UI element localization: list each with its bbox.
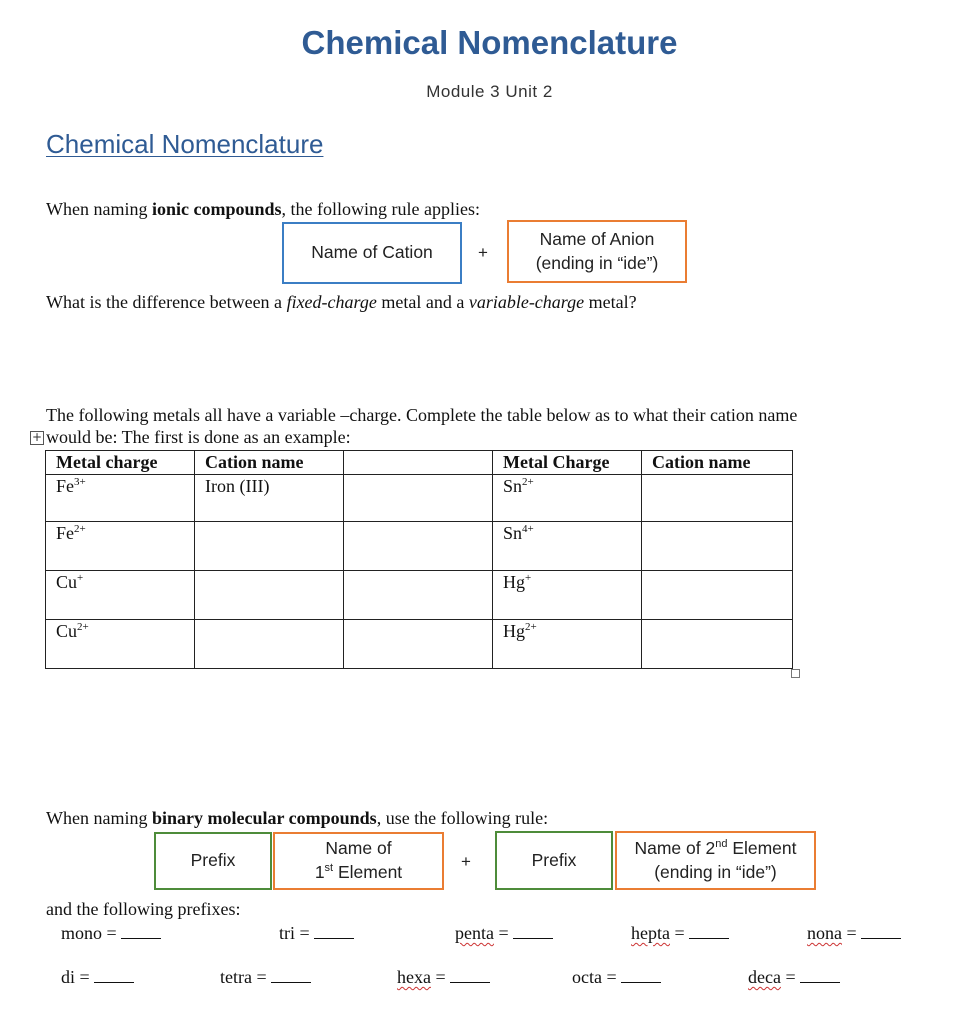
molecular-intro: When naming binary molecular compounds, use the following rule: [46, 808, 549, 828]
metal-cell: $Fe^{3+}$ [46, 475, 195, 522]
header-cation-name: Cation name [195, 451, 344, 475]
prefix-octa: octa = [572, 966, 661, 988]
plus-sign: + [478, 243, 488, 262]
fixed-variable-question: What is the difference between a fixed-charge metal and a variable-charge metal? [46, 292, 637, 312]
answer-blank[interactable] [621, 966, 661, 983]
prefix-nona: nona = [807, 922, 901, 944]
page-subtitle: Module 3 Unit 2 [426, 82, 553, 101]
prefix-hepta: hepta = [631, 922, 729, 944]
spacer-cell [344, 522, 493, 571]
metal-cell: $Hg^{2+}$ [493, 620, 642, 669]
section-heading[interactable]: Chemical Nomenclature [46, 129, 324, 159]
prefix-deca: deca = [748, 966, 840, 988]
prefix-mono: mono = [61, 922, 161, 944]
cation-name-cell[interactable]: Iron (III) [195, 475, 344, 522]
header-metal-charge-2: Metal Charge [493, 451, 642, 475]
metal-cell: $Sn^{2+}$ [493, 475, 642, 522]
cation-name-cell[interactable] [195, 571, 344, 620]
metal-cell: $Cu^{2+}$ [46, 620, 195, 669]
metal-cell: Hg+ [493, 571, 642, 620]
table-header-row [46, 451, 793, 475]
prefix-di: di = [61, 966, 134, 988]
second-element-box: Name of 2nd Element (ending in “ide”) [615, 831, 816, 890]
plus-sign: + [461, 852, 471, 871]
prefixes-intro: and the following prefixes: [46, 899, 241, 919]
answer-blank[interactable] [314, 922, 354, 939]
header-metal-charge: Metal charge [46, 451, 195, 475]
prefix-penta: penta = [455, 922, 553, 944]
metal-cell: Cu+ [46, 571, 195, 620]
metal-cation-table [45, 450, 793, 669]
answer-blank[interactable] [861, 922, 901, 939]
answer-blank[interactable] [271, 966, 311, 983]
cation-name-cell[interactable] [195, 522, 344, 571]
table-row [46, 571, 793, 620]
spacer-cell [344, 571, 493, 620]
cation-name-box: Name of Cation [282, 222, 462, 284]
metal-cell: $Fe^{2+}$ [46, 522, 195, 571]
prefix-hexa: hexa = [397, 966, 490, 988]
table-resize-handle[interactable] [791, 669, 800, 678]
cation-name-cell[interactable] [642, 571, 793, 620]
table-row [46, 522, 793, 571]
anion-name-box: Name of Anion (ending in “ide”) [507, 220, 687, 283]
answer-blank[interactable] [94, 966, 134, 983]
cation-name-cell[interactable] [195, 620, 344, 669]
spacer-cell [344, 475, 493, 522]
prefix-box-2: Prefix [495, 831, 613, 890]
cation-name-cell[interactable] [642, 475, 793, 522]
ionic-intro: When naming ionic compounds, the following rule applies: [46, 199, 480, 219]
variable-charge-instructions-line2: would be: The first is done as an example: [46, 427, 351, 447]
header-cation-name-2: Cation name [642, 451, 793, 475]
prefix-box-1: Prefix [154, 832, 272, 890]
answer-blank[interactable] [689, 922, 729, 939]
page-title: Chemical Nomenclature [301, 24, 678, 61]
header-spacer [344, 451, 493, 475]
answer-blank[interactable] [121, 922, 161, 939]
answer-blank[interactable] [800, 966, 840, 983]
table-row [46, 475, 793, 522]
answer-blank[interactable] [513, 922, 553, 939]
table-row [46, 620, 793, 669]
variable-charge-instructions: The following metals all have a variable –charge. Complete the table below as to what their cation name [46, 405, 798, 425]
metal-cell: $Sn^{4+}$ [493, 522, 642, 571]
table-move-icon[interactable]: + [31, 430, 43, 444]
answer-blank[interactable] [450, 966, 490, 983]
spacer-cell [344, 620, 493, 669]
first-element-box: Name of 1st Element [273, 832, 444, 890]
cation-name-cell[interactable] [642, 620, 793, 669]
prefix-tetra: tetra = [220, 966, 311, 988]
cation-name-cell[interactable] [642, 522, 793, 571]
prefix-tri: tri = [279, 922, 354, 944]
